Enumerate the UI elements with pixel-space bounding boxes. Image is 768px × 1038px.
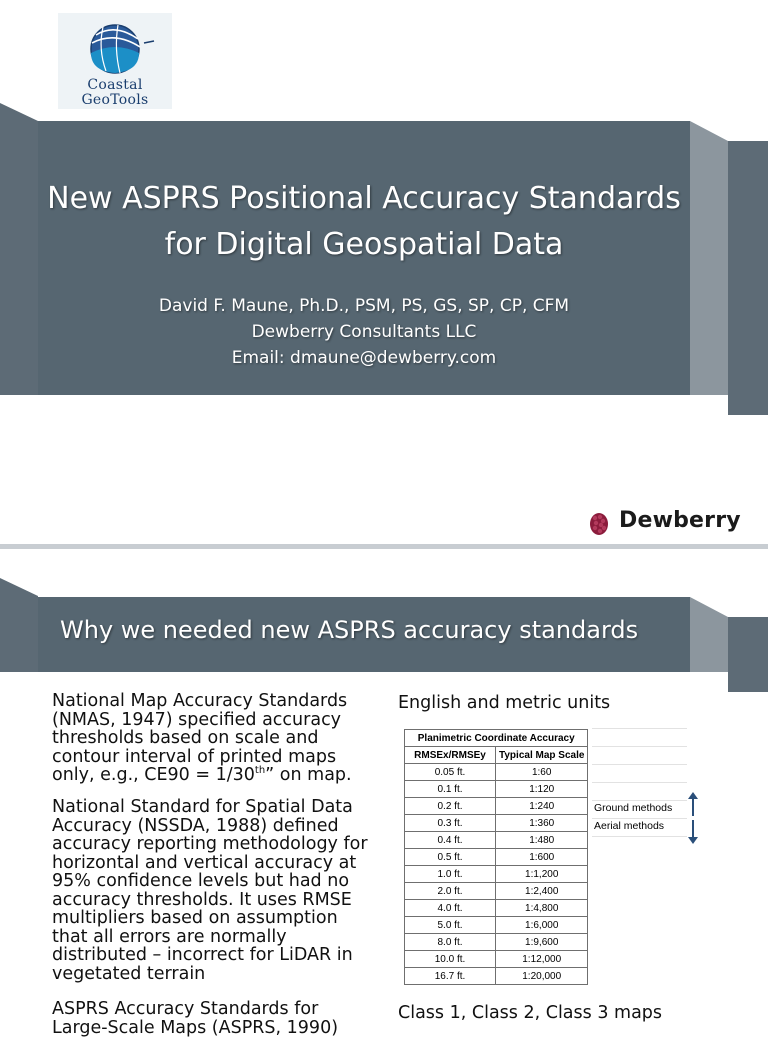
company-name: Dewberry Consultants LLC (251, 322, 477, 342)
nmas-paragraph (52, 692, 370, 785)
rmse-cell: 0.05 ft. (405, 764, 496, 781)
asprs-1990-paragraph: ASPRS Accuracy Standards for Large-Scale Maps (ASPRS, 1990) (52, 999, 339, 1038)
nssda-paragraph: National Standard for Spatial Data Accuracy (NSSDA, 1988) defined accuracy reporting methodology for horizontal and vertical accuracy at 95% confidence levels but had no accuracy thresholds. It uses RMSE multipliers based on assumption that all errors are normally distributed – incorrect for LiDAR in vegetated terrain (52, 797, 368, 984)
table-row (405, 900, 588, 917)
table-row (405, 815, 588, 832)
map-scale-cell: 1:1,200 (496, 866, 588, 883)
logo-text-line1: Coastal (87, 77, 143, 93)
table-row (405, 781, 588, 798)
table-row (405, 849, 588, 866)
coastal-geotools-logo (58, 13, 172, 109)
units-label: English and metric units (398, 693, 611, 713)
grid-line (592, 782, 687, 783)
col-header-rmse: RMSEx/RMSEy (405, 747, 496, 764)
grid-line (592, 818, 687, 819)
table-row (405, 934, 588, 951)
table-row (405, 883, 588, 900)
map-classes-label: Class 1, Class 2, Class 3 maps (398, 1003, 663, 1023)
arrow-up-icon (687, 792, 699, 818)
table-row (405, 968, 588, 985)
presenter-info (38, 293, 690, 371)
map-scale-cell: 1:240 (496, 798, 588, 815)
rmse-cell: 0.2 ft. (405, 798, 496, 815)
title-banner (38, 121, 690, 395)
arrow-down-icon (687, 818, 699, 844)
table-title-row (405, 730, 588, 747)
rmse-cell: 8.0 ft. (405, 934, 496, 951)
right-wedge-decoration (688, 597, 768, 717)
author-name: David F. Maune, Ph.D., PSM, PS, GS, SP, CP, CFM (158, 296, 570, 316)
table-row (405, 951, 588, 968)
content-slide (0, 552, 768, 1038)
map-scale-cell: 1:2,400 (496, 883, 588, 900)
rmse-cell: 0.4 ft. (405, 832, 496, 849)
nmas-text: National Map Accuracy Standards (NMAS, 1947) specified accuracy thresholds based on scale and contour interval of printed maps only, e.g., CE90 = 1/30 (52, 691, 348, 785)
rmse-cell: 2.0 ft. (405, 883, 496, 900)
map-scale-cell: 1:4,800 (496, 900, 588, 917)
table-row (405, 832, 588, 849)
email-address: Email: dmaune@dewberry.com (231, 348, 497, 368)
rmse-cell: 0.3 ft. (405, 815, 496, 832)
nmas-text-tail: ” on map. (265, 765, 352, 785)
rmse-cell: 0.5 ft. (405, 849, 496, 866)
map-scale-cell: 1:600 (496, 849, 588, 866)
left-wedge-decoration (0, 578, 40, 698)
title-line-1: New ASPRS Positional Accuracy Standards (47, 181, 681, 216)
table-title: Planimetric Coordinate Accuracy (405, 730, 588, 747)
aerial-methods-note: Aerial methods (594, 820, 665, 832)
dewberry-logo-text: Dewberry (619, 508, 741, 533)
rmse-cell: 10.0 ft. (405, 951, 496, 968)
section-banner (38, 597, 690, 672)
dewberry-berry-icon (588, 511, 610, 537)
rmse-cell: 1.0 ft. (405, 866, 496, 883)
grid-line (592, 746, 687, 747)
slide-title (38, 176, 690, 268)
map-scale-cell: 1:360 (496, 815, 588, 832)
logo-text-line2: GeoTools (81, 92, 149, 108)
table-row (405, 917, 588, 934)
slide-divider (0, 544, 768, 552)
grid-line (592, 800, 687, 801)
map-scale-cell: 1:6,000 (496, 917, 588, 934)
grid-line (592, 764, 687, 765)
map-scale-cell: 1:9,600 (496, 934, 588, 951)
title-line-2: for Digital Geospatial Data (164, 227, 564, 262)
map-scale-cell: 1:60 (496, 764, 588, 781)
accuracy-table (404, 729, 588, 985)
table-row (405, 764, 588, 781)
col-header-scale: Typical Map Scale (496, 747, 588, 764)
table-row (405, 866, 588, 883)
grid-line (592, 728, 687, 729)
left-wedge-decoration (0, 103, 40, 403)
map-scale-cell: 1:480 (496, 832, 588, 849)
ground-methods-note: Ground methods (594, 802, 673, 814)
rmse-cell: 5.0 ft. (405, 917, 496, 934)
grid-line (592, 836, 687, 837)
rmse-cell: 16.7 ft. (405, 968, 496, 985)
map-scale-cell: 1:120 (496, 781, 588, 798)
nmas-superscript: th (254, 765, 266, 777)
table-header-row (405, 747, 588, 764)
table-row (405, 798, 588, 815)
rmse-cell: 0.1 ft. (405, 781, 496, 798)
right-wedge-decoration (688, 121, 768, 421)
section-title: Why we needed new ASPRS accuracy standards (60, 616, 639, 644)
rmse-cell: 4.0 ft. (405, 900, 496, 917)
map-scale-cell: 1:20,000 (496, 968, 588, 985)
globe-icon (58, 13, 172, 77)
map-scale-cell: 1:12,000 (496, 951, 588, 968)
